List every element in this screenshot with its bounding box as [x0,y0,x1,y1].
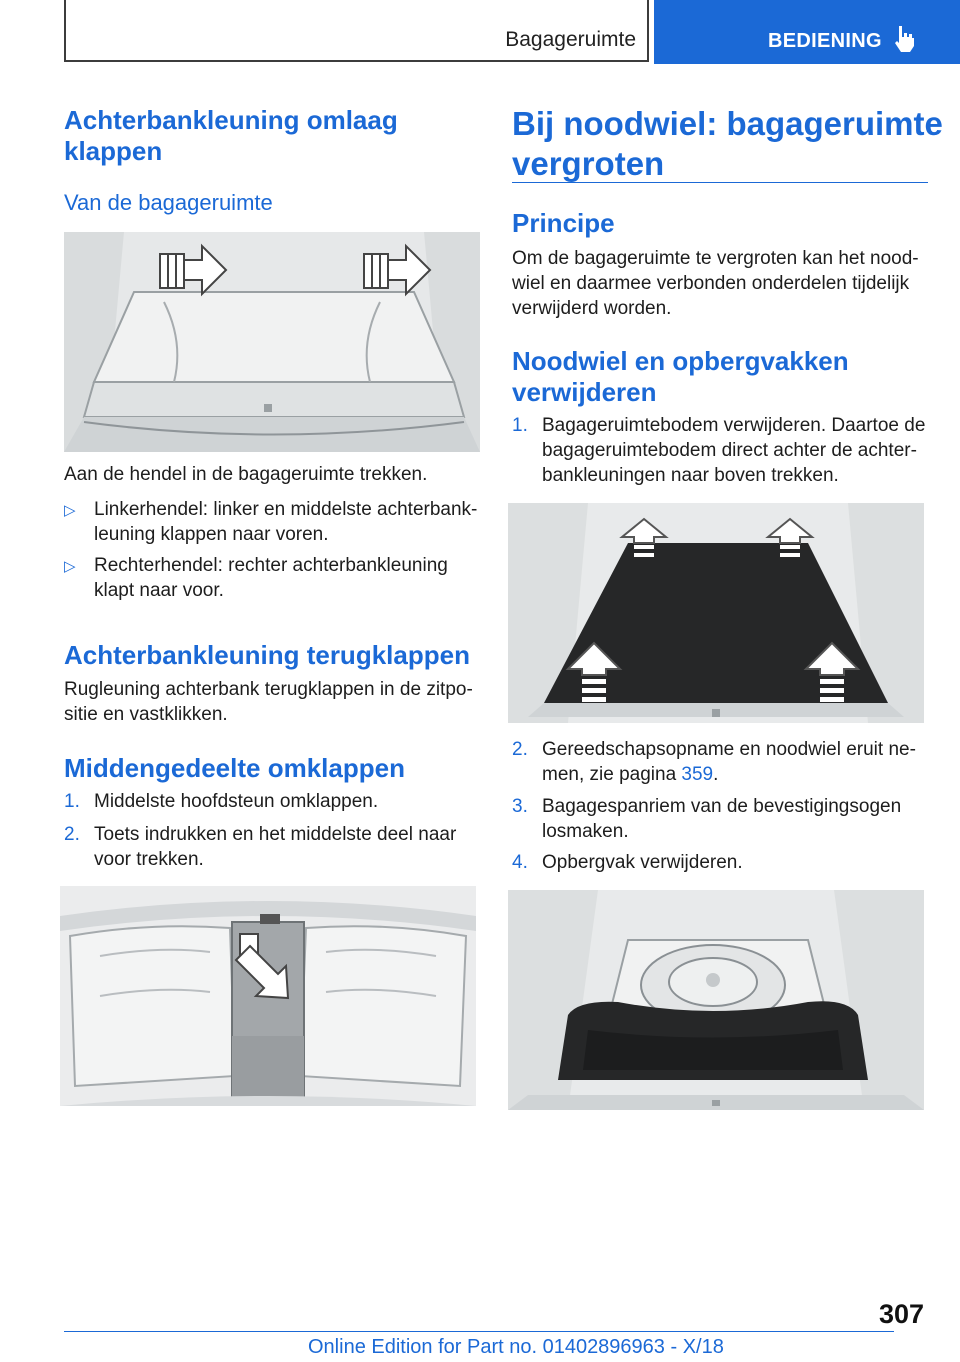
step-text: Bagagespanriem van de bevestigingsogen [542,796,902,817]
right-title-line2: vergroten [512,145,665,182]
paragraph-line: verwijderd worden. [512,298,672,319]
list-item [64,822,484,872]
list-item [512,794,932,844]
triangle-bullet-icon: ▷ [64,558,76,575]
step-number: 2. [512,739,528,760]
section-title-middle: Middengedeelte omklappen [64,753,405,783]
bullet-text: Linkerhendel: linker en middelste achterbank- [94,499,478,520]
triangle-bullet-icon: ▷ [64,502,76,519]
step-text: bankleuningen naar boven trekken. [542,465,839,486]
list-item [64,553,484,603]
right-title [512,104,943,184]
step-text: Toets indrukken en het middelste deel naar [94,824,457,845]
step-text: losmaken. [542,821,629,842]
step-text: Bagageruimtebodem verwijderen. Daartoe de [542,415,926,436]
step-text-suffix: . [713,764,719,785]
principle-text [512,246,932,321]
left-title-line1: Achterbankleuning omlaag [64,105,398,135]
step-text: Middelste hoofdsteun omklappen. [94,791,379,812]
trunk-floor-image [508,503,924,723]
hand-pointer-icon [892,24,916,59]
remove-section-title [512,346,849,408]
step-text: Gereedschapsopname en noodwiel eruit ne- [542,739,916,760]
step-text: Opbergvak verwijderen. [542,852,743,873]
step-text: bagageruimtebodem direct achter de achter- [542,440,917,461]
bullet-text: Rechterhendel: rechter achterbankleuning [94,555,448,576]
step-text [542,762,916,787]
remove-section-title-line1: Noodwiel en opbergvakken [512,346,849,376]
list-item [64,789,484,815]
header-section-title: Bagageruimte [505,28,636,51]
left-title-line2: klappen [64,136,163,166]
left-subtitle: Van de bagageruimte [64,190,273,215]
header-chapter-label: BEDIENING [768,30,882,52]
list-item [512,413,932,489]
step-text-prefix: men, zie pagina [542,764,682,785]
paragraph-line: sitie en vastklikken. [64,704,228,725]
paragraph-line: Rugleuning achterbank terugklappen in de zitpo- [64,679,473,700]
left-title [64,105,398,167]
spare-wheel-image [508,890,924,1110]
page-number: 307 [878,1299,924,1329]
list-item [512,737,932,787]
header-chapter-tab[interactable] [654,0,960,64]
right-title-line1: Bij noodwiel: bagageruimte [512,105,943,142]
bullet-text: leuning klappen naar voren. [94,524,329,545]
step-number: 3. [512,796,528,817]
section-text-fold-back [64,677,473,727]
bullet-text: klapt naar voor. [94,580,224,601]
step-number: 1. [64,791,80,812]
footer-rule [64,1331,894,1332]
rear-seat-image [60,886,476,1106]
principle-title: Principe [512,208,615,238]
page-reference-link[interactable]: 359 [681,764,714,785]
step-number: 1. [512,415,528,436]
step-number: 2. [64,824,80,845]
list-item [64,497,484,547]
paragraph-line: Om de bagageruimte te vergroten kan het nood- [512,248,919,269]
left-intro: Aan de hendel in de bagageruimte trekken. [64,464,428,485]
section-title-fold-back: Achterbankleuning terugklappen [64,640,470,670]
footer-edition: Online Edition for Part no. 01402896963 - X/18 [308,1336,724,1358]
list-item [512,850,932,876]
step-text: voor trekken. [94,849,204,870]
trunk-levers-image [64,232,480,452]
title-underline [512,182,928,183]
step-number: 4. [512,852,528,873]
paragraph-line: wiel en daarmee verbonden onderdelen tijdelijk [512,273,910,294]
remove-section-title-line2: verwijderen [512,377,657,407]
